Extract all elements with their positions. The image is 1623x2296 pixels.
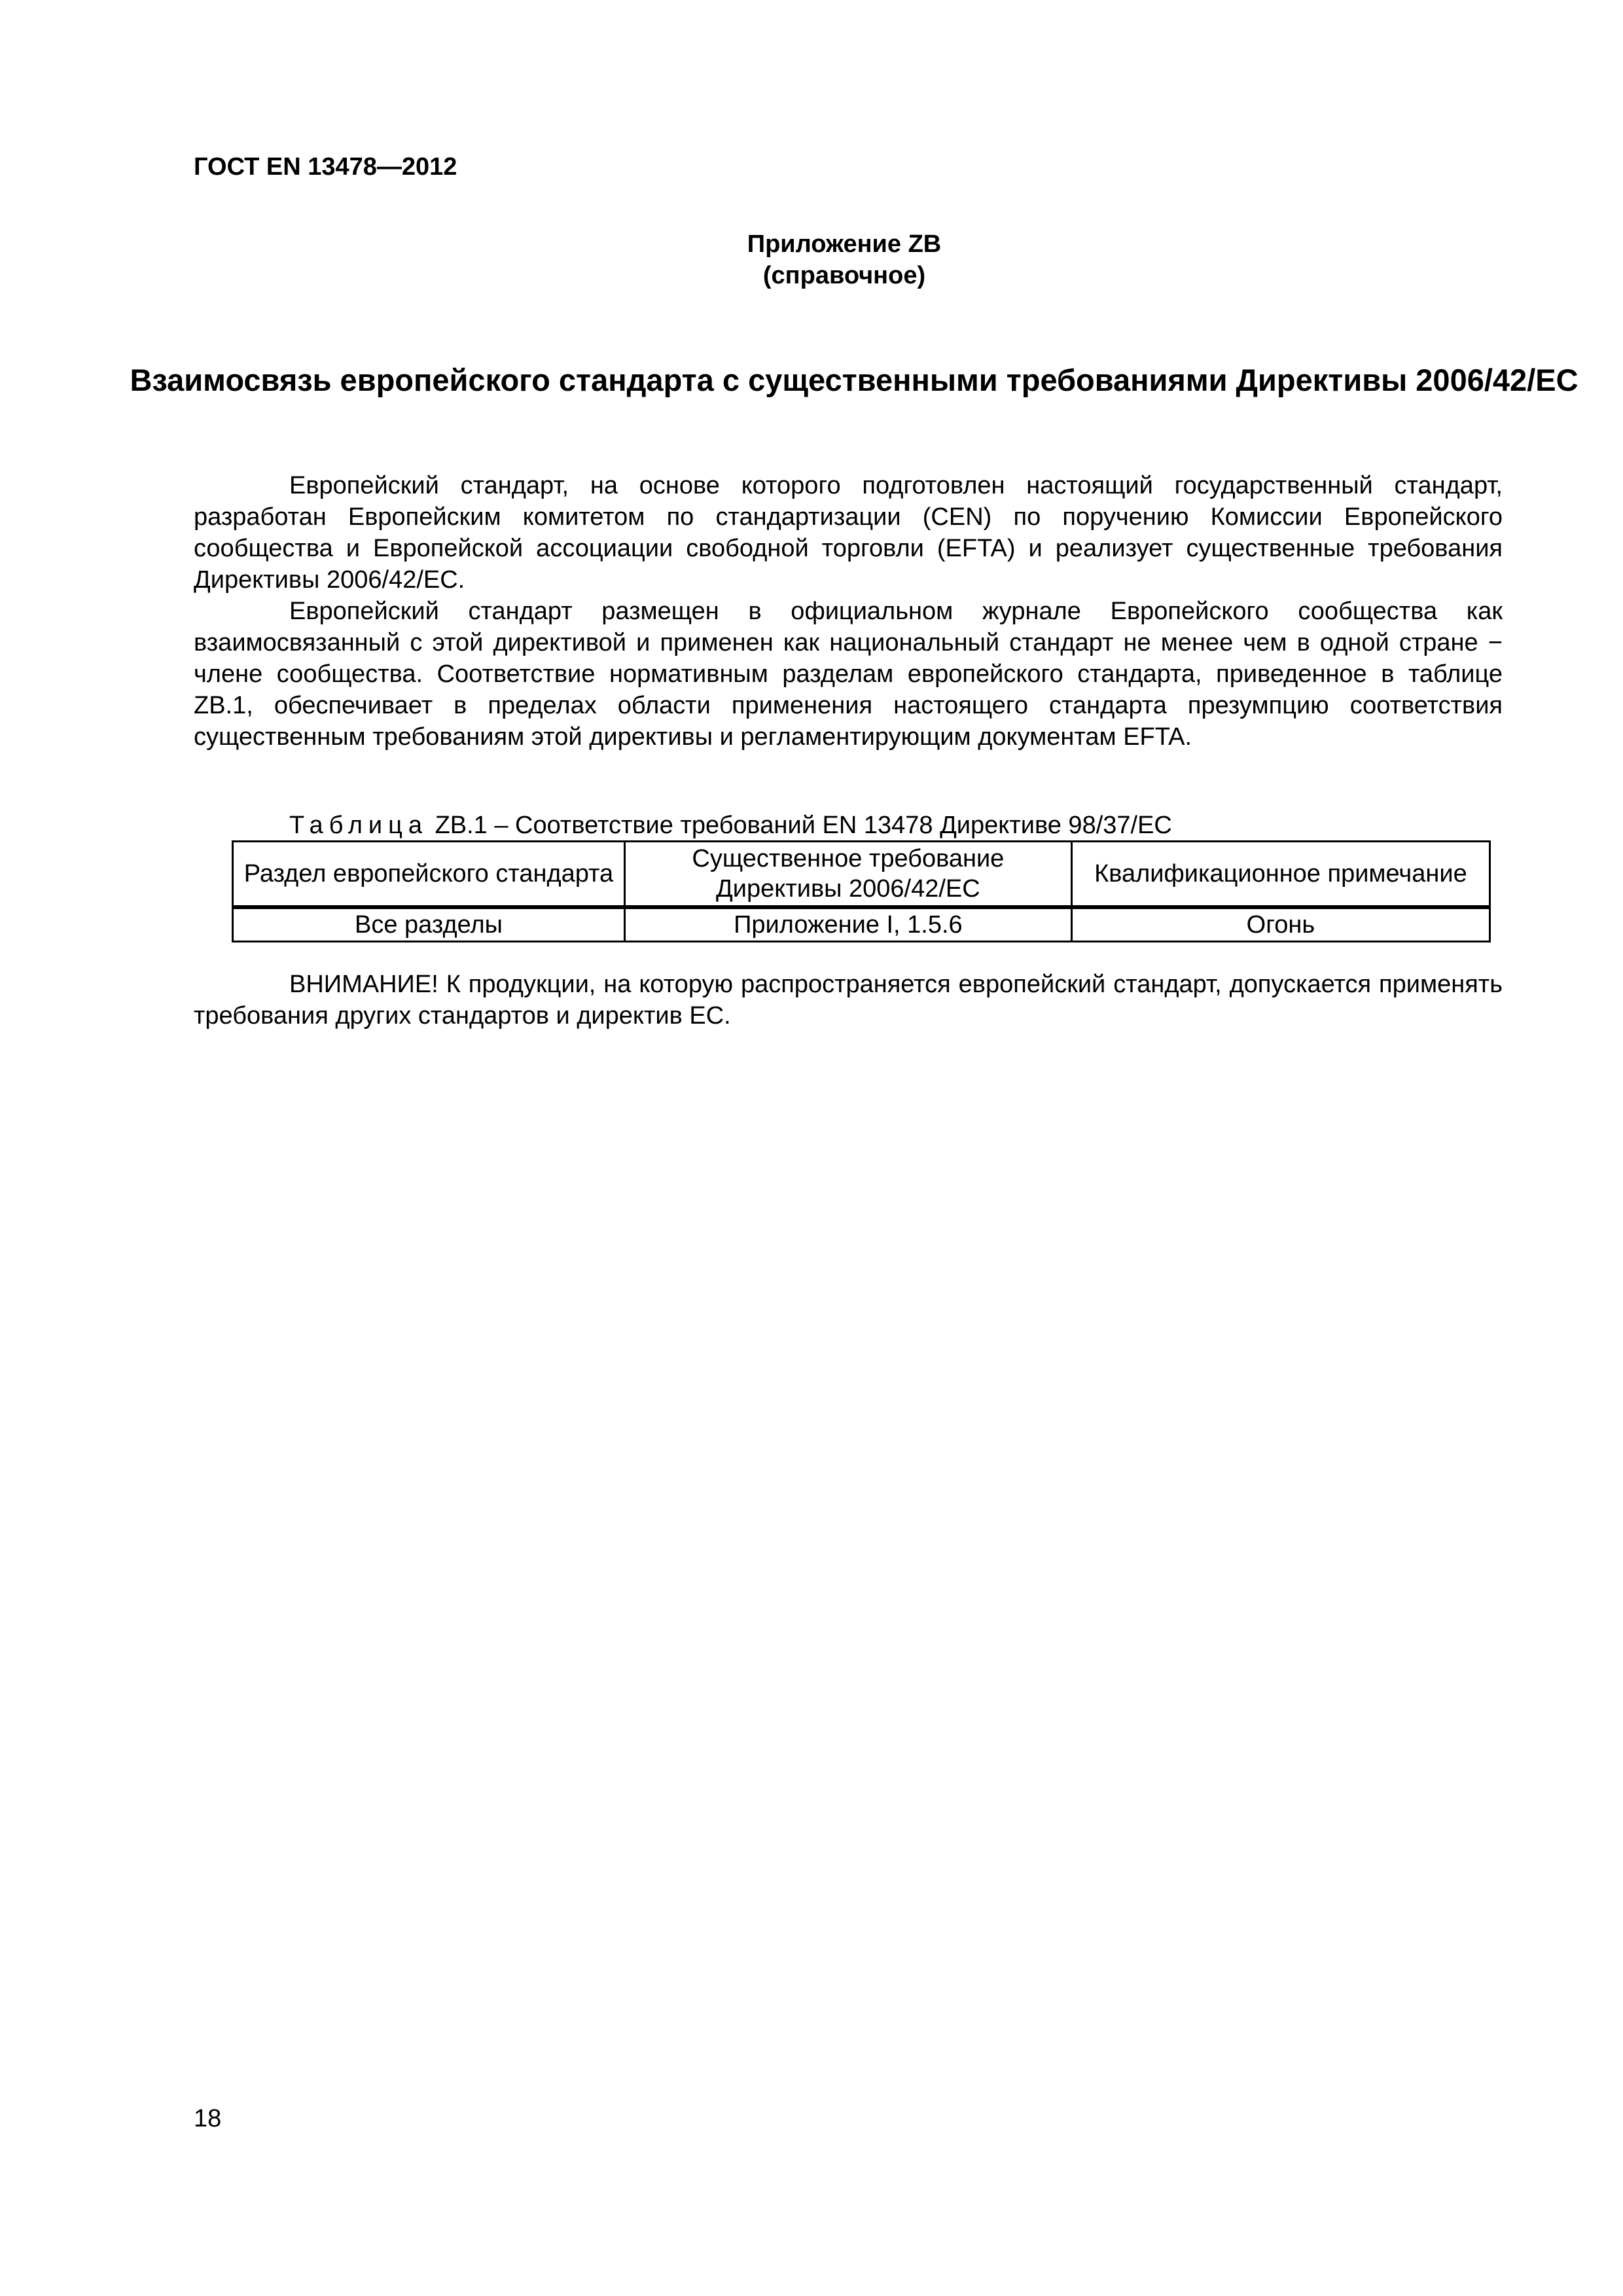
table-caption-word: Таблица xyxy=(289,812,428,839)
table-cell: Приложение I, 1.5.6 xyxy=(624,907,1071,942)
page-number: 18 xyxy=(194,2105,222,2132)
table-cell: Огонь xyxy=(1071,907,1489,942)
paragraph-1: Европейский стандарт, на основе которого подготовлен настоящий государственный стандарт, разработан Европейским комитетом по стандартизации (CEN) по поручению Комиссии Европейского сообщества и Европейской ассоциации свободной торговли (EFTA) и реализует существенные требования Директивы 2006/42/ЕС. xyxy=(194,472,1503,594)
table-header-row xyxy=(233,842,1490,908)
table-caption-text: ZB.1 – Соответствие требований EN 13478 Директиве 98/37/ЕС xyxy=(435,812,1172,839)
table-header-cell: Квалификационное примечание xyxy=(1071,842,1489,908)
table-header-cell: Существенное требование Директивы 2006/42/ЕС xyxy=(624,842,1071,908)
requirements-table xyxy=(232,840,1491,942)
document-code: ГОСТ EN 13478—2012 xyxy=(194,153,457,181)
annex-label: Приложение ZB xyxy=(747,230,942,258)
table-row xyxy=(233,907,1490,942)
table-cell: Все разделы xyxy=(233,907,625,942)
annex-status: (справочное) xyxy=(762,262,926,289)
notice-paragraph: ВНИМАНИЕ! К продукции, на которую распространяется европейский стандарт, допускается применять требования других стандартов и директив ЕС. xyxy=(194,971,1503,1030)
table-caption xyxy=(289,812,1172,840)
annex-title: Взаимосвязь европейского стандарта с существенными требованиями Директивы 2006/42/ЕС xyxy=(130,363,1578,397)
paragraph-2: Европейский стандарт размещен в официальном журнале Европейского сообщества как взаимосвязанный с этой директивой и применен как национальный стандарт не менее чем в одной стране − члене сообщества. Соответствие нормативным разделам европейского стандарта, приведенное в таблице ZB.1, обеспечивает в пределах области применения настоящего стандарта презумпцию соответствия существенным требованиям этой директивы и регламентирующим документам EFTA. xyxy=(194,598,1503,751)
table-header-cell: Раздел европейского стандарта xyxy=(233,842,625,908)
